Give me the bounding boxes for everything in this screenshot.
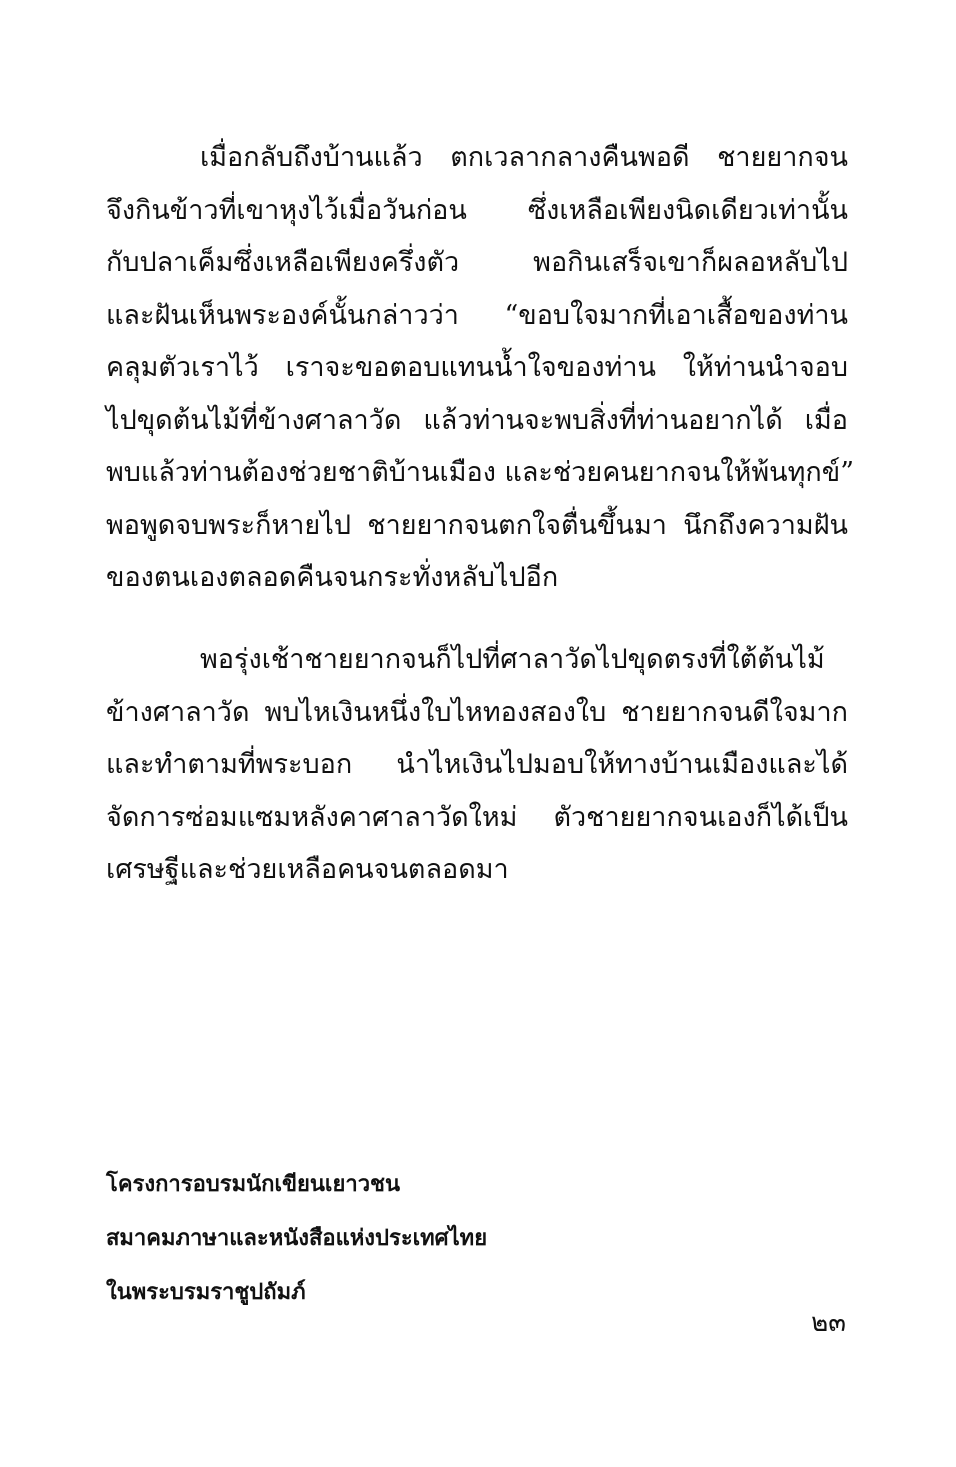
page-number: ๒๓ — [811, 1308, 846, 1338]
paragraph-line: ข้างศาลาวัด พบไหเงินหนึ่งใบไหทองสองใบ ชายยากจนดีใจมาก — [106, 696, 848, 728]
paragraph-line: เมื่อกลับถึงบ้านแล้ว ตกเวลากลางคืนพอดี ชายยากจน — [200, 142, 848, 173]
paragraph-line: คลุมตัวเราไว้ เราจะขอตอบแทนน้ำใจของท่าน ให้ท่านนำจอบ — [106, 352, 848, 383]
paragraph-line: และทำตามที่พระบอก นำไหเงินไปมอบให้ทางบ้านเมืองและได้ — [106, 749, 848, 780]
paragraph-line: เศรษฐีและช่วยเหลือคนจนตลอดมา — [106, 854, 509, 885]
paragraph-line: และฝันเห็นพระองค์นั้นกล่าวว่า “ขอบใจมากที่เอาเสื้อของท่าน — [106, 299, 848, 331]
credit-royal-patronage: ในพระบรมราชูปถัมภ์ — [106, 1280, 306, 1305]
paragraph-line: จัดการซ่อมแซมหลังคาศาลาวัดใหม่ ตัวชายยากจนเองก็ได้เป็น — [106, 801, 848, 833]
story-paragraph-1 — [106, 132, 855, 605]
paragraph-line: ของตนเองตลอดคืนจนกระทั่งหลับไปอีก — [106, 562, 559, 593]
story-paragraph-2 — [106, 634, 848, 897]
publisher-credits — [106, 1158, 487, 1320]
paragraph-line: พอรุ่งเช้าชายยากจนก็ไปที่ศาลาวัดไปขุดตรงที่ใต้ต้นไม้ — [200, 644, 825, 675]
credit-project-name: โครงการอบรมนักเขียนเยาวชน — [106, 1172, 401, 1197]
paragraph-line: พอพูดจบพระก็หายไป ชายยากจนตกใจตื่นขึ้นมา นึกถึงความฝัน — [106, 509, 848, 541]
paragraph-line: พบแล้วท่านต้องช่วยชาติบ้านเมือง และช่วยคนยากจนให้พ้นทุกข์” — [106, 457, 855, 488]
paragraph-line: จึงกินข้าวที่เขาหุงไว้เมื่อวันก่อน ซึ่งเหลือเพียงนิดเดียวเท่านั้น — [106, 194, 848, 226]
credit-association-name: สมาคมภาษาและหนังสือแห่งประเทศไทย — [106, 1226, 488, 1251]
paragraph-line: ไปขุดต้นไม้ที่ข้างศาลาวัด แล้วท่านจะพบสิ่งที่ท่านอยากได้ เมื่อ — [106, 404, 848, 436]
paragraph-line: กับปลาเค็มซึ่งเหลือเพียงครึ่งตัว พอกินเสร็จเขาก็ผลอหลับไป — [106, 247, 848, 278]
